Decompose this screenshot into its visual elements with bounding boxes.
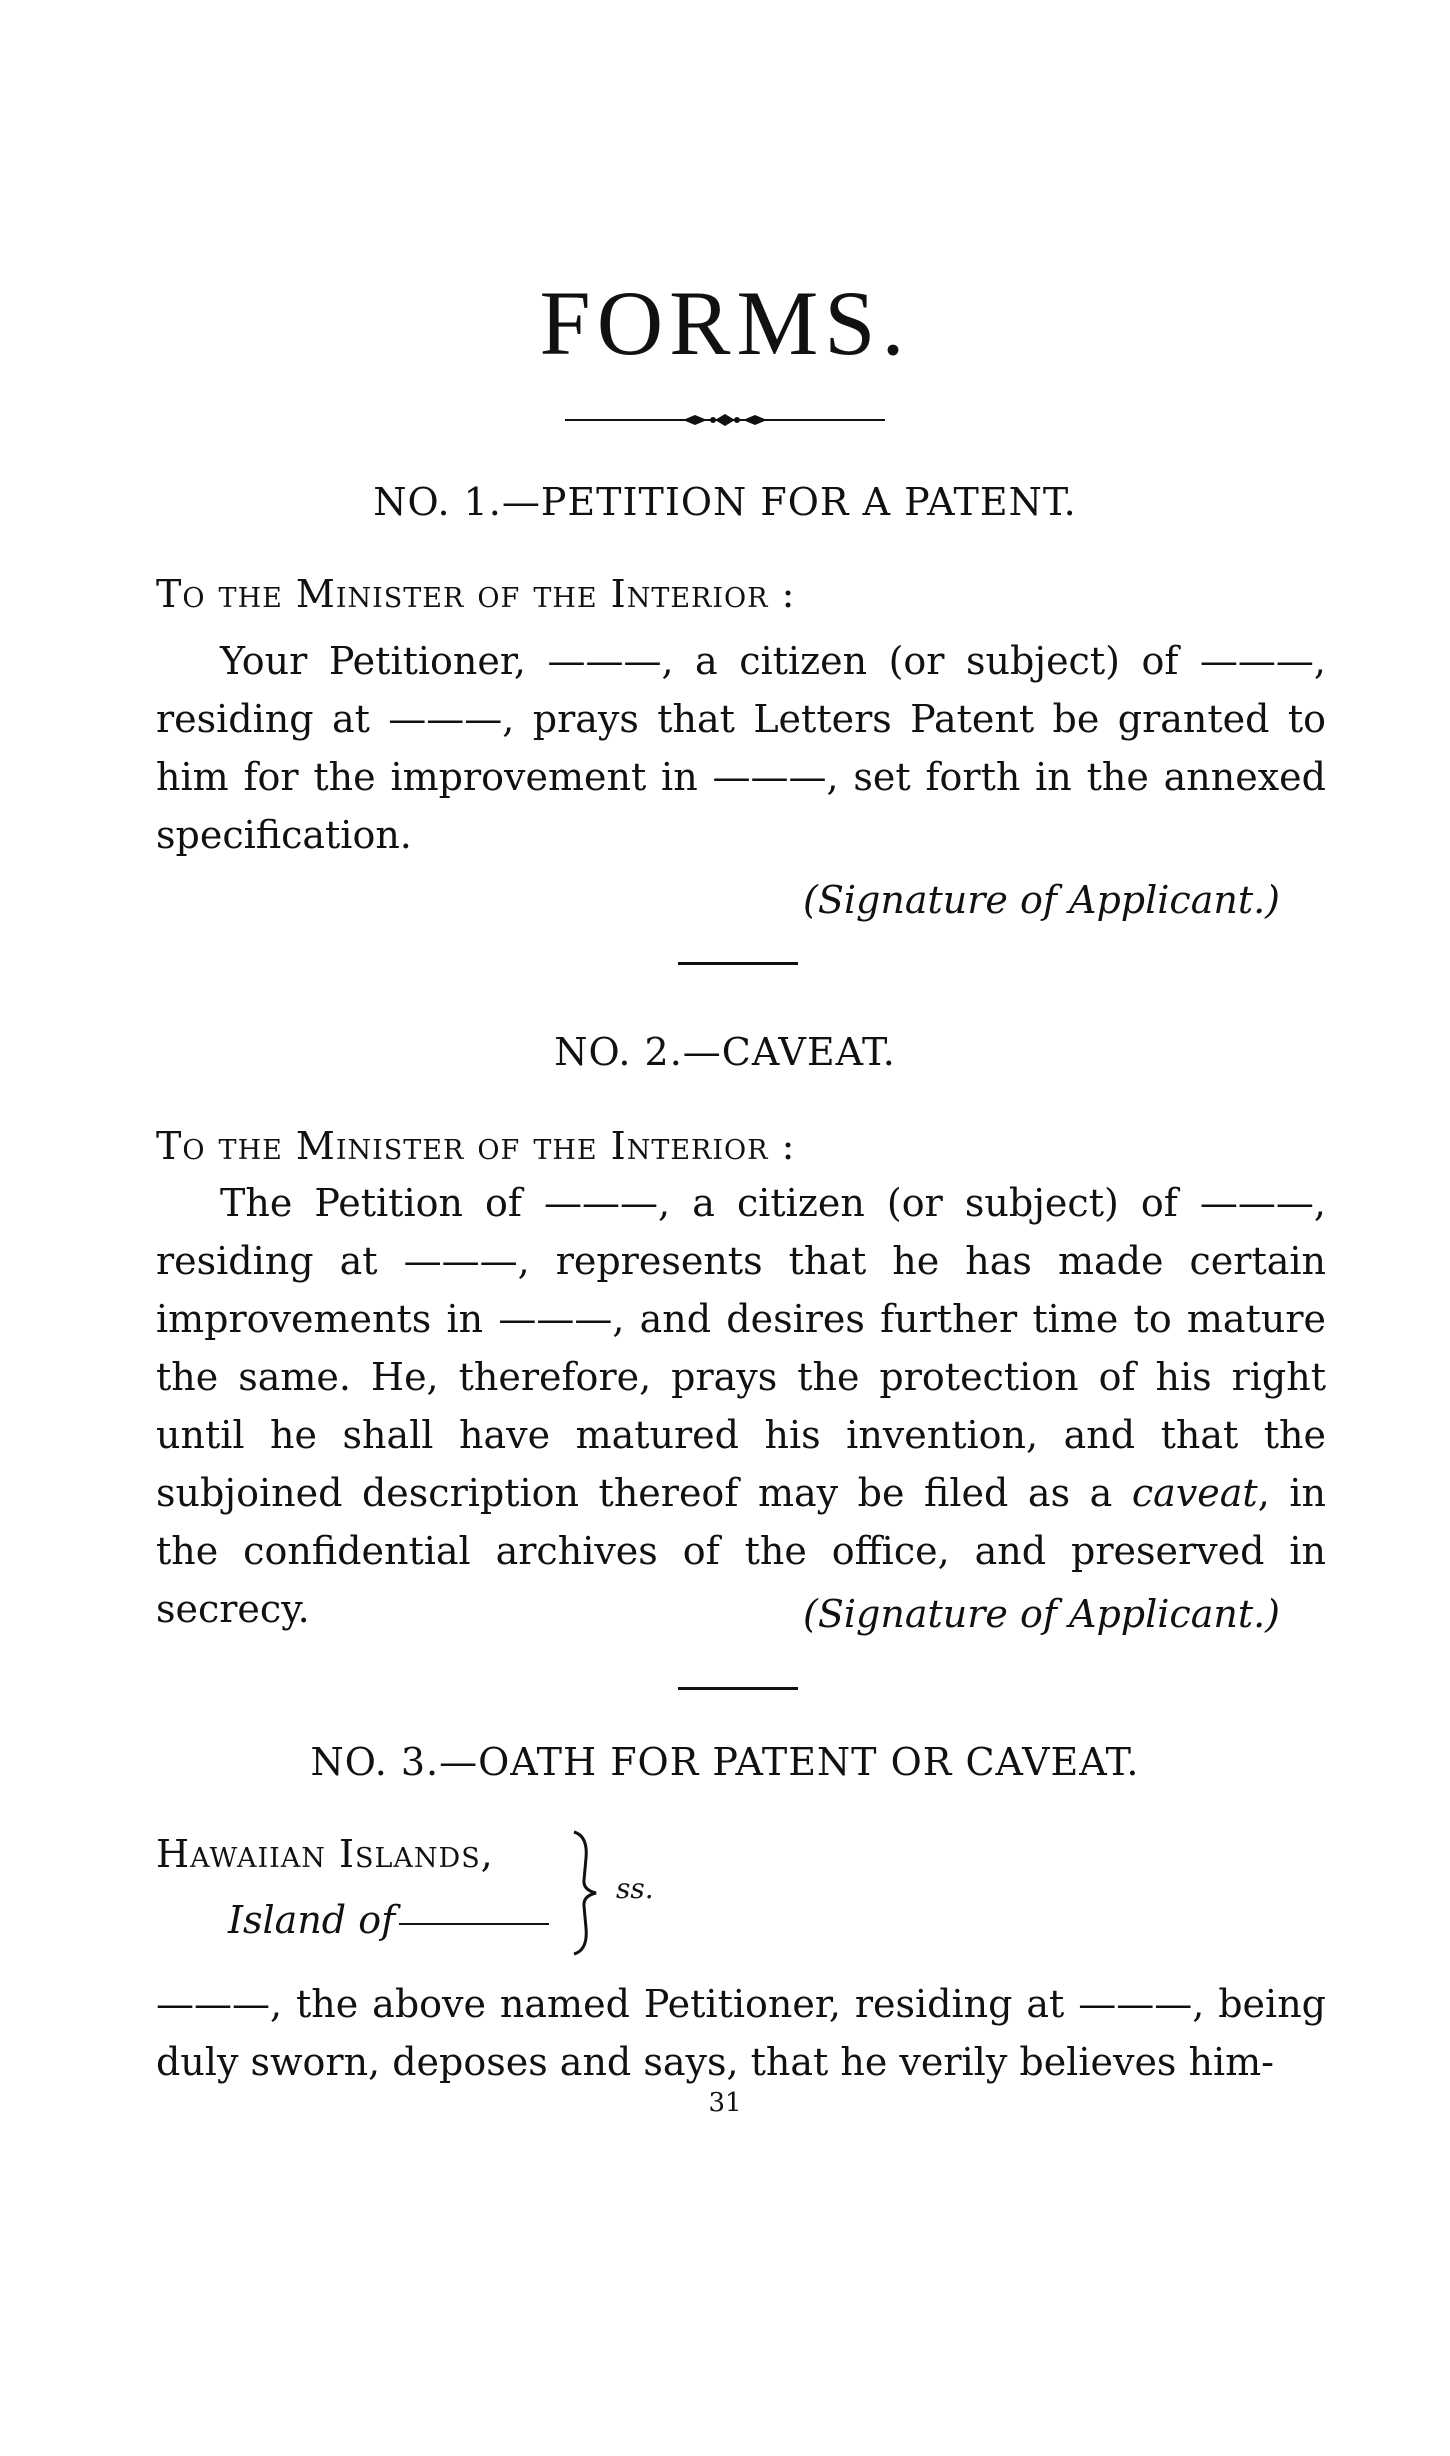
form2-body-text: The Petition of ———, a citizen (or subject) of ———, residing at ———, represents that he has made certain improvements in ———, and desires further time to mature the same. He, therefore, prays the protection of his right until he shall have matured his invention, and that the subjoined description thereof may be filed as a [156, 1181, 1326, 1515]
curly-brace-icon [566, 1828, 606, 1958]
venue-blank-line [399, 1923, 549, 1925]
form2-body-italic: caveat [1131, 1471, 1258, 1515]
ss-abbreviation: ss. [616, 1872, 654, 1905]
form2-signature: (Signature of Applicant.) [803, 1592, 1280, 1636]
form3-body: ———, the above named Petitioner, residing at ———, being duly sworn, deposes and says, that he verily believes him- [156, 1982, 1326, 2084]
form2-heading: NO. 2.—CAVEAT. [554, 1030, 896, 1074]
page-number: 31 [708, 2088, 742, 2118]
section-rule [678, 962, 798, 965]
venue-line-1: Hawaiian Islands, [156, 1832, 494, 1876]
section-rule [678, 1687, 798, 1690]
form1-heading: NO. 1.—PETITION FOR A PATENT. [373, 480, 1077, 524]
form2-address: To the Minister of the Interior : [156, 1124, 796, 1168]
page-title: FORMS. [539, 272, 911, 374]
form1-address: To the Minister of the Interior : [156, 572, 796, 616]
venue-line-2 [228, 1898, 549, 1942]
form1-signature: (Signature of Applicant.) [803, 878, 1280, 922]
form2-body-text-end: , in the confidential archives of the office, and preserved in secrecy. [156, 1471, 1326, 1631]
ornament-divider [565, 408, 885, 432]
form3-heading: NO. 3.—OATH FOR PATENT OR CAVEAT. [310, 1740, 1140, 1784]
form1-body: Your Petitioner, ———, a citizen (or subject) of ———, residing at ———, prays that Letters Patent be granted to him for the improvement in ———, set forth in the annexed specification. [156, 639, 1326, 857]
venue-island-label: Island of [228, 1898, 396, 1942]
form2-body [156, 1174, 1326, 1638]
